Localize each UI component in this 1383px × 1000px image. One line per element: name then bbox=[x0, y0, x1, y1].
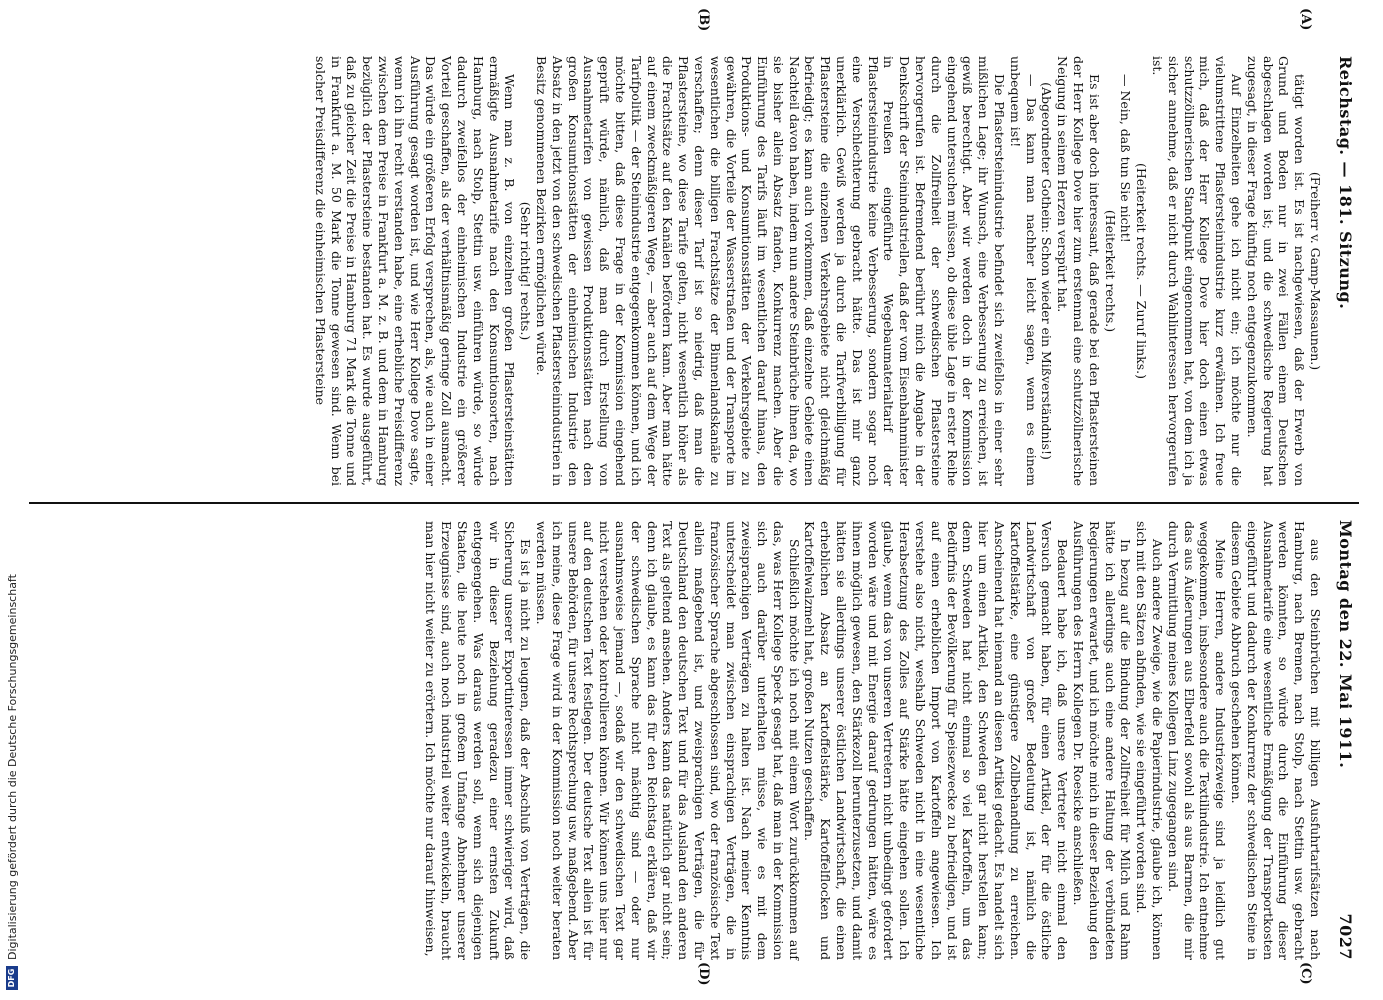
paragraph: Wenn man z. B. von einzelnen großen Pflastersteinstätten ermäßigte Ausnahmetarife nach den Konsumtionsorten, nach Hamburg, nach Stolp, Stettin usw. einführen würde, so würde dadurch zweifellos der einheimischen Industrie ein größerer Vorteil geschaffen, als der verhältnismäßig geringe Zoll ausmacht. Das würde ein größeren Erfolg versprechen, als, wie auch in einer Ausführung gesagt worden ist, und wie Herr Kollege Dove sagte, wenn ich ihn recht verstanden habe, eine erhebliche Preisdifferenz zwischen dem Preise in Frankfurt a. M. z. B. und dem in Hamburg bezüglich der Pflastersteine bestanden hat. Es wurde ausgeführt, daß zu gleicher Zeit die Preise in Hamburg 71 Mark die Tonne und in Frankfurt a. M. 50 Mark die Tonne gewesen sind. Wenn bei solcher Preisdifferenz die einheimischen Pflastersteine bbox=[312, 56, 518, 486]
paragraph: tätigt worden ist. Es ist nachgewiesen, daß der Erwerb von Grund und Boden nur in zwei Fällen einem Deutschen abgeschlagen worden ist; und die schwedische Regierung hat zugesagt, in dieser Frage künftig noch entgegenzukommen. bbox=[1244, 56, 1308, 486]
digitization-credit: Digitalisierung gefördert durch die Deutsche Forschungsgemeinschaft bbox=[5, 574, 19, 960]
paragraph: Es ist ja nicht zu leugnen, daß der Abschluß von Verträgen, die Sicherung unserer Exportinteressen immer schwieriger wird, daß wir in dieser Beziehung geradezu einer ernsten Zukunft entgegengehen. Was daraus werden soll, wenn sich diejenigen Staaten, die heute noch in großem Umfange Abnehmer unserer Erzeugnisse sind, auch noch industriell weiter entwickeln, braucht man hier nicht weiter zu erörtern. Ich möchte nur darauf hinweisen, bbox=[423, 521, 534, 960]
digitization-note bbox=[4, 0, 20, 990]
paragraph: aus den Steinbrüchen mit billigen Ausfuhrtarifsätzen nach Hamburg, nach Bremen, nach Stolp, nach Stettin usw. gebracht werden könnten, so würde durch die Einführung dieser Ausnahmetarife eine wesentliche Ermäßigung der Transportkosten eingeführt und dadurch der Konkurrenz der schwedischen Steine in diesem Gebiete Abbruch geschehen können. bbox=[1229, 521, 1323, 960]
paragraph: Schließlich möchte ich noch mit einem Wort zurückkommen auf das, was Herr Kollege Speck gesagt hat, daß man in der Kommission sich auch darüber unterhalten müsse, wie es mit dem zweisprachigen Verträgen zu halten ist. Nach meiner Kenntnis unterscheidet man zwischen einsprachigen Verträgen, die in französischer Sprache abgeschlossen sind, wo der französische Text allein maßgebend ist, und zweisprachigen Verträgen, die für Deutschland den deutschen Text und für das Ausland den anderen Text als geltend ansehen. Anders kann das natürlich gar nicht sein; denn ich glaube, es kann das für den Reichstag erklären, daß wir der schwedischen Sprache nicht mächtig sind — oder nur ausnahmsweise jemand —, sodaß wir den schwedischen Text gar nicht verstehen oder kontrollieren können. Wir können uns hier nur auf den deutschen Text festlegen. Der deutsche Text allein ist für unsere Behörden, für unsere Rechtsprechung usw. maßgebend. Aber ich meine, diese Frage wird in der Kommission noch weiter beraten werden müssen. bbox=[533, 521, 802, 960]
paragraph: Die Pflastersteinindustrie befindet sich zweifellos in einer sehr mißlichen Lage; ihr Wunsch, eine Verbesserung zu erreichen, ist gewiß berechtigt. Aber wir werden doch in der Kommission eingehend untersuchen müssen, ob diese üble Lage in erster Reihe durch die Zollfreiheit der schwedischen Pflastersteine hervorgerufen ist. Befremdend berührt mich die Angabe in der Denkschrift der Steinindustriellen, daß der vom Eisenbahnminister in Preußen eingeführte Wegebaumaterialtarif der Pflastersteinindustrie keine Verbesserung, sondern sogar noch eine Verschlechterung gebracht hätte. Das ist mir ganz unerklärlich. Gewiß werden ja durch die Tarifverbilligung für Pflastersteine die einzelnen Verkehrsgebiete nicht gleichmäßig befriedigt; es kann auch vorkommen, daß einzelne Gebiete einen Nachteil davon haben, indem nun andere Steinbrüche ihnen da, wo sie bisher allein Absatz fanden, Konkurrenz machen. Aber die Einführung des Tarifs läuft im wesentlichen darauf hinaus, den Produktions- und Konsumtionsstätten der Verkehrsgebiete zu gewähren, die Vorteile der Wasserstraßen und der Transporte im wesentlichen die billigen Frachtsätze der Binnenlandskanäle zu verschaffen; denn dieser Tarif ist so niedrig, daß man die Pflastersteine, wo diese Tarife gelten, nicht wesentlich höher als die Frachtsätze auf den Kanälen befördern kann. Aber man hätte auf einem zweckmäßigeren Wege, — aber auch auf dem Wege der Tarifpolitik — der Steinindustrie entgegenkommen können, und ich möchte bitten, daß diese Frage in der Kommission eingehend geprüft würde, nämlich, daß man durch Erstellung von Ausnahmetarifen von gewissen Produktionsstätten nach den großen Konsumtionsstätten der einheimischen Industrie den Absatz in den jetzt von den schwedischen Pflastersteinindustrien in Besitz genommenen Bezirken ermöglichen würde. bbox=[533, 56, 1008, 486]
column-divider bbox=[29, 502, 1359, 504]
side-letter-c: (C) bbox=[1298, 962, 1313, 985]
paragraph: Bedauert habe ich, daß unsere Vertreter nicht einmal den Versuch gemacht haben, für einen Artikel, der für die östliche Landwirtschaft von großer Bedeutung ist, nämlich die Kartoffelstärke, eine günstigere Zollbehandlung zu erreichen. Anscheinend hat niemand an diesen Artikel gedacht. Es handelt sich hier um einen Artikel, den Schweden gar nicht herstellen kann; denn Schweden hat nicht einmal so viel Kartoffeln, um das Bedürfnis der Bevölkerung für Speisezwecke zu befriedigen, und ist auf einen erheblichen Import von Kartoffeln angewiesen. Ich verstehe also nicht, weshalb Schweden nicht in eine wesentliche Herabsetzung des Zolles auf Stärke hätte eingehen sollen. Ich glaube, wenn das von unseren Vertretern nicht unbedingt gefordert worden wäre und mit Energie darauf gedrungen hätten, wäre es ihnen möglich gewesen, den Stärkezoll herunterzusetzen, und damit hätten sie allerdings unserer östlichen Landwirtschaft, die einen erheblichen Absatz an Kartoffelstärke, Kartoffelflocken und Kartoffelwalzmehl hat, großen Nutzen geschaffen. bbox=[802, 521, 1071, 960]
paragraph: Es ist aber doch interessant, daß gerade bei den Pflastersteinen der Herr Kollege Dove hier zum erstenmal eine schutzzöllnerische Neigung in seinem Herzen verspürt hat. bbox=[1055, 56, 1102, 486]
paragraph: Meine Herren, andere Industriezweige sind ja leidlich gut weggekommen, insbesondere auch die Textilindustrie. Ich entnehme das aus Äußerungen aus Elberfeld sowohl als aus Barmen, die mir durch Vermittlung meines Kollegen Linz zugegangen sind. bbox=[1165, 521, 1229, 960]
paragraph: (Heiterkeit rechts. — Zuruf links.) bbox=[1134, 162, 1150, 380]
left-column-text bbox=[312, 56, 1323, 486]
side-letter-b: (B) bbox=[696, 8, 711, 32]
paragraph: Auch andere Zweige, wie die Papierindustrie, glaube ich, können sich mit den Sätzen abfinden, wie sie eingeführt worden sind. bbox=[1134, 521, 1166, 960]
right-column bbox=[0, 505, 1383, 1000]
page-title-left: Reichstag. — 181. Sitzung. bbox=[1336, 56, 1355, 310]
paragraph: — Nein, daß tun Sie nicht! bbox=[1118, 74, 1134, 243]
page-number: 7027 bbox=[1336, 913, 1355, 960]
right-column-text bbox=[423, 521, 1323, 960]
paragraph: In bezug auf die Bindung der Zollfreiheit für Milch und Rahm hätte ich allerdings auch eine andere Haltung der verbündeten Regierungen erwartet, und ich möchte mich in dieser Beziehung den Ausführungen des Herrn Kollegen Dr. Roesicke anschließen. bbox=[1071, 521, 1134, 960]
paragraph: Auf Einzelheiten gehe ich nicht ein; ich möchte nur die vielumstrittene Pflastersteinindustrie kurz erwähnen. Ich freue mich, daß der Herr Kollege Dove hier doch einen etwas schutzzöllnerischen Standpunkt eingenommen hat, von dem ich ja sicher annehme, daß er nicht durch Wahlinteressen hervorgerufen ist. bbox=[1150, 56, 1245, 486]
paragraph: (Sehr richtig! rechts.) bbox=[518, 201, 534, 341]
page-date: Montag den 22. Mai 1911. bbox=[1336, 520, 1355, 769]
side-letter-a: (A) bbox=[1298, 8, 1313, 31]
paragraph: (Abgeordneter Gothein: Schon wieder ein Mißverständnis!) bbox=[1039, 82, 1055, 460]
dfg-logo-icon: DFG bbox=[6, 966, 18, 990]
side-letter-d: (D) bbox=[696, 962, 711, 986]
paragraph: — Das kann man nachher leicht sagen, wenn es einem unbequem ist! bbox=[1007, 56, 1039, 486]
paragraph: (Freiherr v. Gamp-Massaunen.) bbox=[1308, 171, 1323, 371]
paragraph: (Heiterkeit rechts.) bbox=[1102, 209, 1118, 333]
